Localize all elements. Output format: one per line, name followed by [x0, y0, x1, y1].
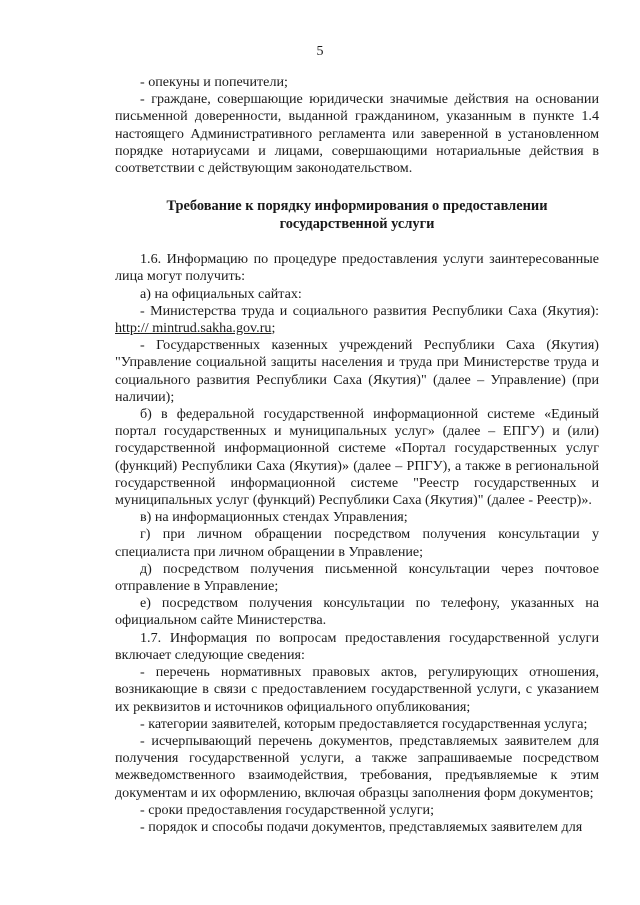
paragraph-legal-acts: - перечень нормативных правовых актов, регулирующих отношения, возникающие в связи с предоставлением государственной услуги, с указанием их реквизитов и источников официального опубликования;	[115, 664, 599, 715]
paragraph-1-6: 1.6. Информацию по процедуре предоставления услуги заинтересованные лица могут получить:	[115, 251, 599, 285]
paragraph-item-v: в) на информационных стендах Управления;	[140, 509, 408, 526]
paragraph-submission-order: - порядок и способы подачи документов, представляемых заявителем для	[140, 818, 583, 835]
section-heading-line-2: государственной услуги	[279, 216, 435, 233]
document-body	[115, 74, 599, 836]
paragraph-documents-list: - исчерпывающий перечень документов, представляемых заявителем для получения государственной услуги, а также запрашиваемые посредством межведомственного взаимодействия, требования, предъявляемые к этим документам и их оформлению, включая образцы заполнения форм документов;	[115, 732, 599, 801]
paragraph-item-a: а) на официальных сайтах:	[140, 285, 302, 302]
paragraph-item-e: е) посредством получения консультации по телефону, указанных на официальном сайте Министерства.	[115, 595, 599, 629]
paragraph-applicant-categories: - категории заявителей, которым предоставляется государственная услуга;	[140, 715, 588, 732]
section-heading	[115, 197, 599, 233]
section-heading-line-1: Требование к порядку информирования о предоставлении	[166, 198, 548, 215]
paragraph-service-terms: - сроки предоставления государственной услуги;	[140, 801, 434, 818]
ministry-site-label: - Министерства труда и социального развития Республики Саха (Якутия):	[140, 302, 599, 319]
paragraph-item-g: г) при личном обращении посредством получения консультации у специалиста при личном обращении в Управление;	[115, 526, 599, 560]
paragraph-1-7: 1.7. Информация по вопросам предоставления государственной услуги включает следующие сведения:	[115, 629, 599, 663]
ministry-site-suffix: ;	[271, 320, 276, 337]
paragraph-item-d: д) посредством получения письменной консультации через почтовое отправление в Управление;	[115, 560, 599, 595]
paragraph-ministry-site	[115, 303, 599, 337]
page-number: 5	[316, 44, 324, 59]
paragraph-citizens-proxy: - граждане, совершающие юридически значимые действия на основании письменной доверенности, выданной гражданином, указанным в пункте 1.4 настоящего Административного регламента или заверенной в установленном порядке нотариусами и лицами, совершающими нотариальные действия в соответствии с действующим законодательством.	[115, 91, 599, 177]
paragraph-state-institutions: - Государственных казенных учреждений Республики Саха (Якутия) "Управление социальной защиты населения и труда при Министерстве труда и социального развития Республики Саха (Якутия)" (далее – Управление) (при наличии);	[115, 337, 599, 405]
paragraph-guardians: - опекуны и попечители;	[140, 74, 288, 90]
ministry-site-link[interactable]: http:// mintrud.sakha.gov.ru	[115, 320, 272, 337]
paragraph-item-b: б) в федеральной государственной информационной системе «Единый портал государственных и муниципальных услуг» (далее – ЕПГУ) и (или) государственной информационной системе «Портал государственных услуг (функций) Республики Саха (Якутия)» (далее – РПГУ), а также в региональной государственной информационной системе "Реестр государственных и муниципальных услуг (функций) Республики Саха (Якутия)" (далее - Реестр)».	[115, 406, 599, 509]
